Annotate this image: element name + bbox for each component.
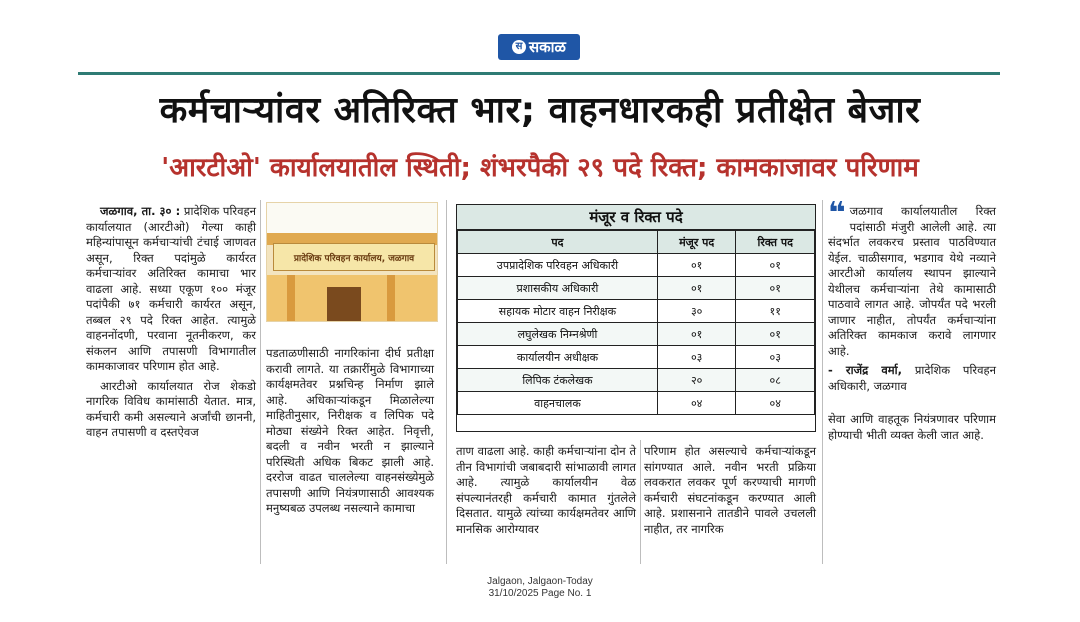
- table-row: वाहनचालक ०४ ०४: [458, 392, 815, 415]
- logo-text: सकाळ: [529, 38, 566, 56]
- column-1: [86, 204, 256, 445]
- quote-mark-icon: ❝: [828, 196, 846, 231]
- office-signboard: प्रादेशिक परिवहन कार्यालय, जळगाव: [273, 243, 435, 271]
- table-title: मंजूर व रिक्त पदे: [457, 205, 815, 230]
- header-rule: [78, 72, 1000, 75]
- paragraph: जळगाव, ता. ३० : प्रादेशिक परिवहन कार्यालयात (आरटीओ) गेल्या काही महिन्यांपासून कर्मचाऱ्यांची टंचाई जाणवत असून, रिक्त पदांमुळे कार्यरत कर्मचाऱ्यांवर अतिरिक्त कामाचा भार वाढला आहे. सध्या एकूण १०० मंजूर पदांपैकी ७१ कर्मचारी कार्यरत असून, तब्बल २९ पदे रिक्त आहेत. त्यामुळे वाहननोंदणी, परवाना नूतनीकरण, कर संकलन आणि तपासणी विभागातील कामकाजावर परिणाम होत आहे.: [86, 204, 257, 373]
- table-row: कार्यालयीन अधीक्षक ०३ ०३: [458, 346, 815, 369]
- column-divider: [260, 200, 261, 564]
- table-row: लघुलेखक निम्नश्रेणी ०१ ०१: [458, 323, 815, 346]
- dateline: जळगाव, ता. ३० :: [100, 204, 181, 218]
- quote-paragraph: ❝ जळगाव कार्यालयातील रिक्त पदांसाठी मंजुरी आलेली आहे. त्या संदर्भात लवकरच प्रस्ताव पाठविण्यात येईल. चाळीसगाव, भडगाव येथे नव्याने आरटीओ कार्यालय स्थापन झाल्याने येथीलच कर्मचाऱ्यांना तेथे कामासाठी पाठवावे लागत आहे. जोपर्यंत पदे भरली जाणार नाहीत, तोपर्यंत कर्मचाऱ्यांना अतिरिक्त कामकाज करावे लागणार आहे.: [828, 196, 996, 358]
- edition-name: Jalgaon, Jalgaon-Today: [487, 576, 593, 587]
- column-4: [644, 444, 816, 541]
- paragraph: ताण वाढला आहे. काही कर्मचाऱ्यांना दोन ते तीन विभागांची जबाबदारी सांभाळावी लागत आहे. त्यामुळे कार्यालयीन वेळ संपल्यानंतरही कर्मचारी कामात गुंतलेले दिसतात. यामुळे त्यांच्या कार्यक्षमतेवर आणि मानसिक आरोग्यावर: [456, 444, 636, 536]
- table-row: उपप्रादेशिक परिवहन अधिकारी ०१ ०१: [458, 254, 815, 277]
- vacancy-table-box: [456, 204, 816, 432]
- table-row: लिपिक टंकलेखक २० ०८: [458, 369, 815, 392]
- column-divider: [446, 200, 447, 564]
- logo-mark-icon: स: [512, 40, 526, 54]
- article-body: [78, 196, 1000, 570]
- table-row: सहायक मोटार वाहन निरीक्षक ३० ११: [458, 300, 815, 323]
- quote-attribution: - राजेंद्र वर्मा, प्रादेशिक परिवहन अधिकारी, जळगाव: [828, 363, 997, 393]
- paragraph: सेवा आणि वाहतूक नियंत्रणावर परिणाम होण्याची भीती व्यक्त केली जात आहे.: [828, 412, 996, 442]
- paragraph: पडताळणीसाठी नागरिकांना दीर्घ प्रतीक्षा करावी लागते. या तक्रारींमुळे विभागाच्या कार्यक्षमतेवर प्रश्नचिन्ह निर्माण झाले आहे. अधिकाऱ्यांकडून मिळालेल्या माहितीनुसार, निरीक्षक व लिपिक पदे मोठ्या संख्येने रिक्त आहेत. निवृत्ती, बदली व नवीन भरती न झाल्याने परिस्थिती अधिक बिकट झाली आहे. दररोज वाढत चाललेल्या वाहनसंख्येमुळे तपासणी आणि नियंत्रणासाठी आवश्यक मनुष्यबळ उपलब्ध नसल्याने कामाचा: [266, 346, 434, 515]
- column-divider: [822, 200, 823, 564]
- edition-date-page: 31/10/2025 Page No. 1: [488, 588, 592, 599]
- column-3: [456, 444, 636, 541]
- column-2: [266, 346, 434, 521]
- column-header-vacant: रिक्त पद: [736, 231, 815, 254]
- paragraph: परिणाम होत असल्याचे कर्मचाऱ्यांकडून सांगण्यात आले. नवीन भरती प्रक्रिया लवकरात लवकर पूर्ण करण्याची मागणी कर्मचारी संघटनांकडून करण्यात आली आहे. प्रशासनाने तातडीने पावले उचलली नाहीत, तर नागरिक: [644, 444, 816, 536]
- column-header-post: पद: [458, 231, 658, 254]
- headline: कर्मचाऱ्यांवर अतिरिक्त भार; वाहनधारकही प्रतीक्षेत बेजार: [159, 90, 921, 131]
- page-footer: [0, 576, 1080, 600]
- paragraph: आरटीओ कार्यालयात रोज शेकडो नागरिक विविध कामांसाठी येतात. मात्र, कर्मचारी कमी असल्याने अर्जांची छाननी, वाहन तपासणी व दस्तऐवज: [86, 378, 256, 439]
- table-row: प्रशासकीय अधिकारी ०१ ०१: [458, 277, 815, 300]
- subheadline: 'आरटीओ' कार्यालयातील स्थिती; शंभरपैकी २९ पदे रिक्त; कामकाजावर परिणाम: [161, 153, 919, 183]
- column-5: [828, 196, 997, 447]
- rto-office-photo: [266, 202, 438, 322]
- sakal-logo: [498, 34, 580, 60]
- masthead: [0, 30, 1080, 70]
- column-divider: [640, 440, 641, 564]
- vacancy-table: [457, 230, 815, 415]
- column-header-sanctioned: मंजूर पद: [657, 231, 736, 254]
- table-header-row: [458, 231, 815, 254]
